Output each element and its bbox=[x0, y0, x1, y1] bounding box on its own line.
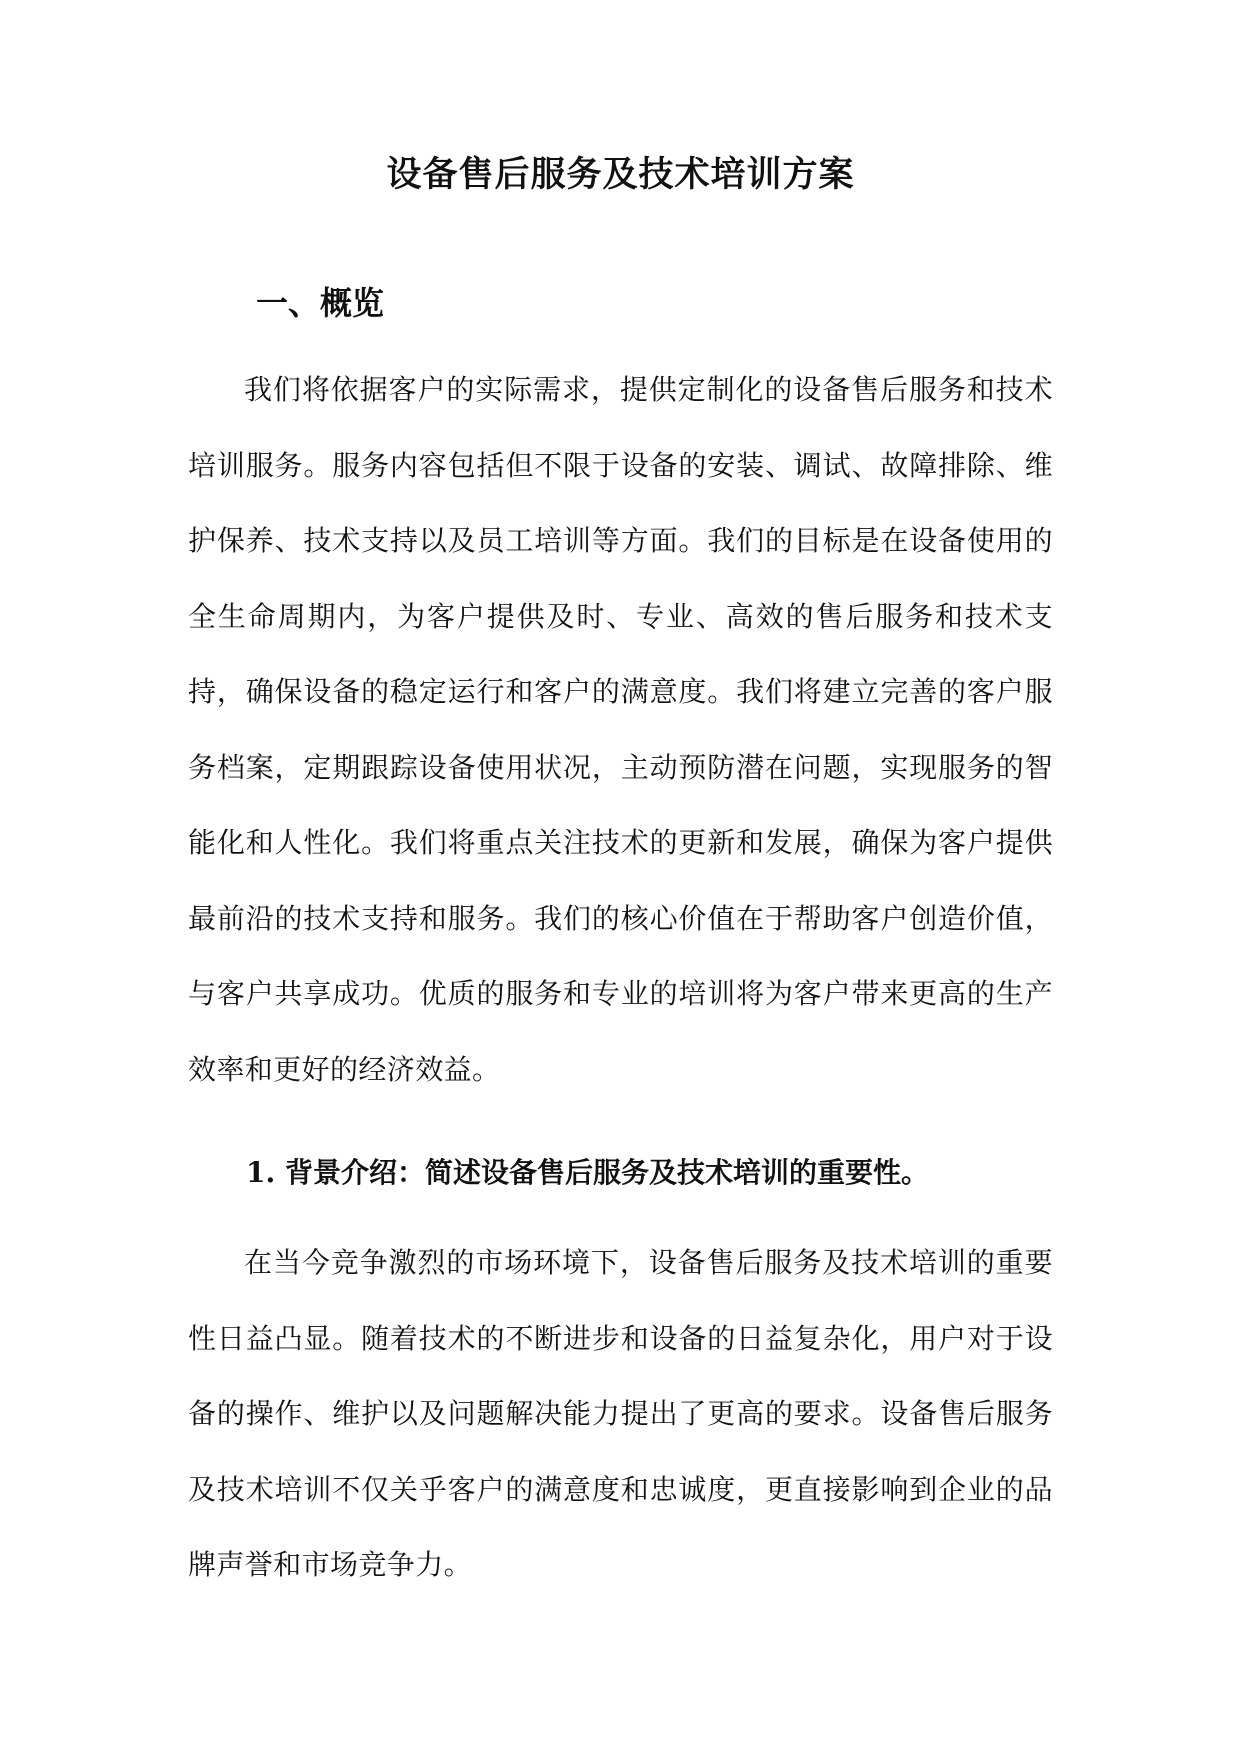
background-paragraph: 在当今竞争激烈的市场环境下，设备售后服务及技术培训的重要性日益凸显。随着技术的不断进步和设备的日益复杂化，用户对于设备的操作、维护以及问题解决能力提出了更高的要求。设备售后服务及技术培训不仅关乎客户的满意度和忠诚度，更直接影响到企业的品牌声誉和市场竞争力。 bbox=[188, 1246, 1053, 1581]
overview-paragraph: 我们将依据客户的实际需求，提供定制化的设备售后服务和技术培训服务。服务内容包括但不限于设备的安装、调试、故障排除、维护保养、技术支持以及员工培训等方面。我们的目标是在设备使用的全生命周期内，为客户提供及时、专业、高效的售后服务和技术支持，确保设备的稳定运行和客户的满意度。我们将建立完善的客户服务档案，定期跟踪设备使用状况，主动预防潜在问题，实现服务的智能化和人性化。我们将重点关注技术的更新和发展，确保为客户提供最前沿的技术支持和服务。我们的核心价值在于帮助客户创造价值，与客户共享成功。优质的服务和专业的培训将为客户带来更高的生产效率和更好的经济效益。 bbox=[188, 373, 1053, 1086]
subsection-heading-background: 1. 背景介绍：简述设备售后服务及技术培训的重要性。 bbox=[246, 1156, 929, 1189]
section-heading-overview: 一、概览 bbox=[256, 284, 385, 322]
document-title: 设备售后服务及技术培训方案 bbox=[386, 154, 855, 195]
